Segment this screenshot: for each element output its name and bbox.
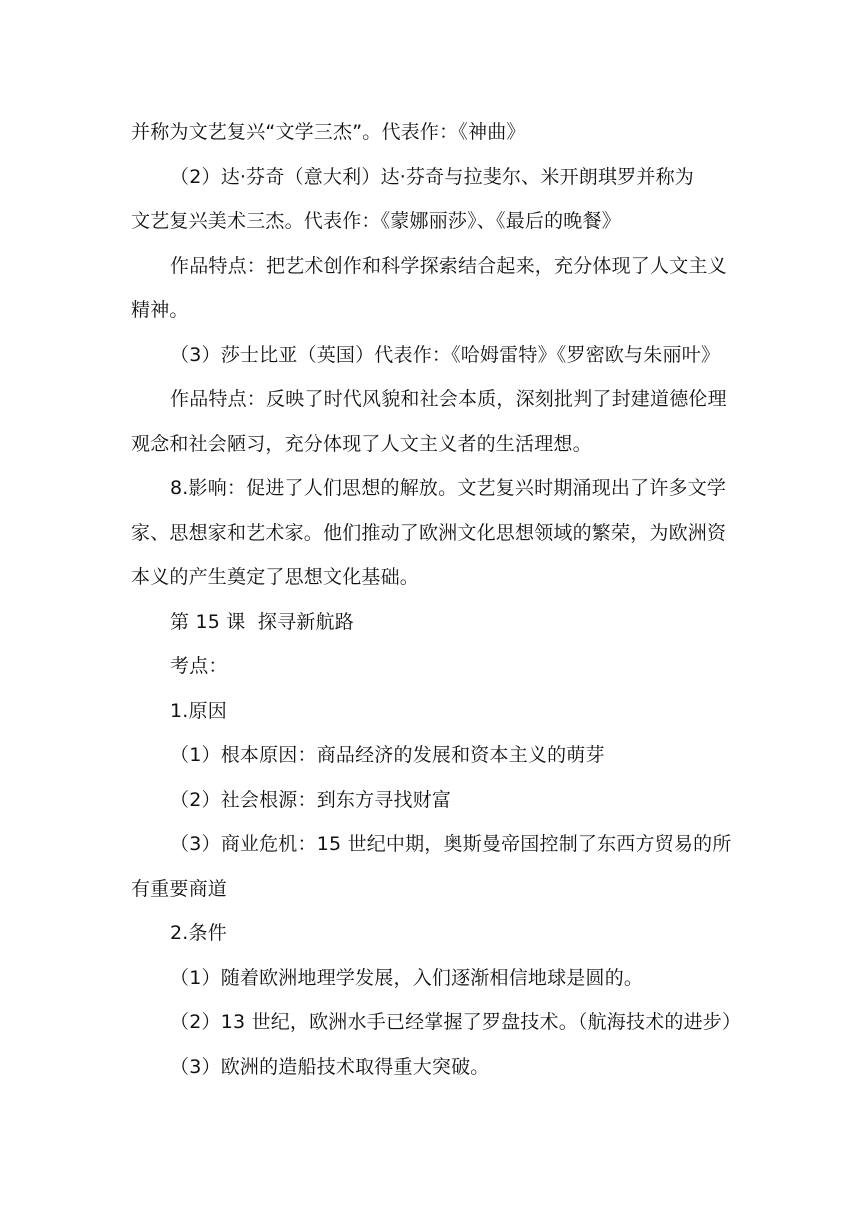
lesson-heading (131, 600, 731, 645)
text-line: 1.原因 (170, 699, 227, 722)
text-line: （3）欧洲的造船技术取得重大突破。 (170, 1055, 490, 1078)
paragraph-da-vinci (131, 155, 731, 244)
cause-item-2 (131, 778, 731, 823)
paragraph-literature-trio (131, 110, 731, 155)
key-points-label (131, 644, 731, 689)
text-line: （2）13 世纪，欧洲水手已经掌握了罗盘技术。（航海技术的进步） (170, 1011, 742, 1033)
text-line: （3）莎士比亚（英国）代表作：《哈姆雷特》《罗密欧与朱丽叶》 (170, 343, 721, 366)
text-line: 并称为文艺复兴“文学三杰”。代表作：《神曲》 (131, 121, 526, 143)
text-line: 2.条件 (170, 922, 227, 944)
text-line: （1）随着欧洲地理学发展，入们逐渐相信地球是圆的。 (170, 966, 644, 989)
cause-item-1 (131, 733, 731, 778)
text-line: （2）社会根源：到东方寻找财富 (170, 788, 452, 811)
text-line: （1）根本原因：商品经济的发展和资本主义的萌芽 (170, 744, 605, 766)
paragraph-shakespeare-features (131, 377, 731, 466)
document-body (131, 110, 742, 1089)
text-line: 作品特点：反映了时代风貌和社会本质，深刻批判了封建道德伦理 (170, 388, 727, 410)
text-line: 观念和社会陋习，充分体现了人文主义者的生活理想。 (131, 432, 592, 455)
condition-item-3 (131, 1045, 731, 1090)
paragraph-da-vinci-features (131, 244, 731, 333)
text-line: 精神。 (131, 299, 189, 321)
condition-item-2 (131, 1000, 742, 1045)
text-line: 作品特点：把艺术创作和科学探索结合起来，充分体现了人文主义 (170, 254, 727, 277)
cause-item-3 (131, 822, 731, 911)
paragraph-renaissance-influence (131, 466, 731, 600)
text-line: 第 15 课 探寻新航路 (170, 610, 354, 633)
text-line: 考点： (170, 655, 228, 677)
text-line: 文艺复兴美术三杰。代表作：《蒙娜丽莎》、《最后的晚餐》 (131, 210, 621, 232)
text-line: 本义的产生奠定了思想文化基础。 (131, 566, 420, 588)
text-line: 有重要商道 (131, 877, 228, 900)
text-line: （2）达·芬奇（意大利）达·芬奇与拉斐尔、米开朗琪罗并称为 (170, 165, 694, 188)
paragraph-shakespeare (131, 333, 731, 378)
text-line: 8.影响：促进了人们思想的解放。文艺复兴时期涌现出了许多文学 (170, 477, 727, 499)
section-heading-causes (131, 689, 731, 734)
text-line: 家、思想家和艺术家。他们推动了欧洲文化思想领域的繁荣，为欧洲资 (131, 521, 727, 544)
condition-item-1 (131, 956, 731, 1001)
section-heading-conditions (131, 911, 731, 956)
text-line: （3）商业危机：15 世纪中期，奥斯曼帝国控制了东西方贸易的所 (170, 833, 732, 855)
